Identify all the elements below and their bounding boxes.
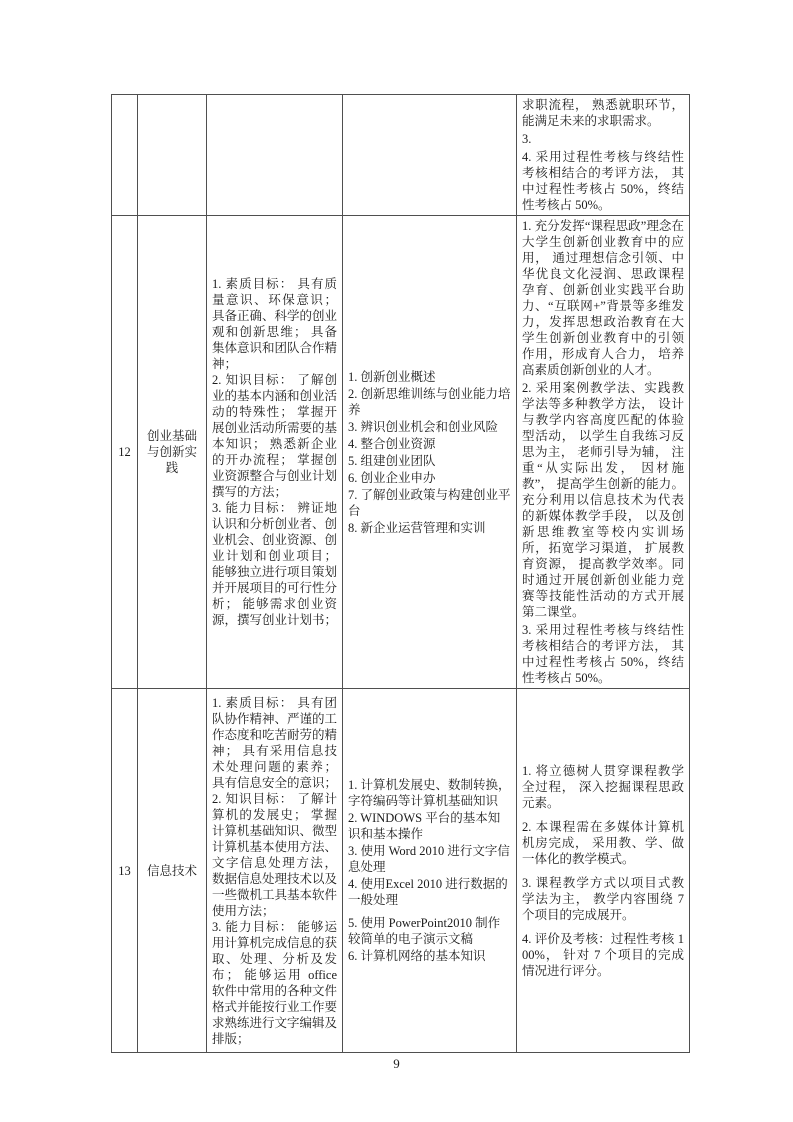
content-cell [343, 689, 517, 1053]
methods-cell [517, 689, 690, 1053]
methods-paragraph: 3. [522, 132, 532, 146]
content-cell [343, 95, 517, 216]
methods-paragraph: 3. 采用过程性考核与终结性考核相结合的考评方法， 其中过程性考核占 50%，终结性考核占 50%。 [522, 623, 684, 685]
methods-paragraph: 1. 将立德树人贯穿课程教学全过程， 深入挖掘课程思政元素。 [522, 763, 684, 810]
content-item: 2. WINDOWS 平台的基本知识和基本操作 [348, 811, 501, 841]
objectives-cell [207, 216, 343, 689]
methods-paragraph: 4. 采用过程性考核与终结性考核相结合的考评方法， 其中过程性考核占 50%，终结性考核占 50%。 [522, 150, 684, 212]
course-name-cell [138, 95, 207, 216]
objective-paragraph: 2. 知识目标： 了解计算机的发展史； 掌握计算机基础知识、微型计算机基本使用方法、文字信息处理方法， 数据信息处理技术以及一些微机工具基本软件使用方法； [212, 791, 338, 918]
content-item: 7. 了解创业政策与构建创业平台 [348, 487, 511, 518]
objective-paragraph: 3. 能力目标： 能够运用计算机完成信息的获取、处理、分析及发布； 能够运用 office 软件中常用的各种文件格式并能按行业工作要求熟练进行文字编辑及排版； [212, 919, 338, 1046]
content-item: 3. 使用 Word 2010 进行文字信息处理 [348, 844, 510, 874]
content-item: 5. 组建创业团队 [348, 453, 436, 468]
methods-cell [517, 95, 690, 216]
table-row-13 [112, 689, 690, 1053]
objectives-cell [207, 95, 343, 216]
course-name-cell: 创业基础与创新实践 [138, 216, 207, 689]
content-item: 4. 整合创业资源 [348, 436, 436, 451]
methods-paragraph: 1. 充分发挥“课程思政”理念在大学生创新创业教育中的应用， 通过理想信念引领、中华优良文化浸润、思政课程孕育、创新创业实践平台助力、“互联网+”背景等多维发力，发挥思想政治教育在大学生创新创业教育中的引领作用，形成育人合力， 培养高素质创新创业的人才。 [522, 219, 684, 377]
objective-paragraph: 1. 素质目标： 具有质量意识、环保意识； 具备正确、科学的创业观和创新思维； 具备集体意识和团队合作精神； [212, 277, 338, 371]
content-item: 2. 创新思维训练与创业能力培养 [348, 386, 511, 417]
content-item: 1. 计算机发展史、数制转换，字符编码等计算机基础知识 [348, 778, 511, 808]
methods-paragraph: 2. 本课程需在多媒体计算机机房完成， 采用教、学、做一体化的教学模式。 [522, 819, 684, 866]
methods-paragraph: 2. 采用案例教学法、实践教学法等多种教学方法， 设计与教学内容高度匹配的体验型活动， 以学生自我练习反思为主， 老师引导为辅， 注重“从实际出发， 因材施教”， 提高学生创新的能力。充分利用以信息技术为代表的新媒体教学手段， 以及创新思维教室等校内实训场所，拓宽学习渠道， 扩展教育资源， 提高教学效率。同时通过开展创新创业能力竞赛等技能性活动的方式开展第二课堂。 [522, 381, 684, 619]
objective-paragraph: 1. 素质目标： 具有团队协作精神、严谨的工作态度和吃苦耐劳的精神； 具有采用信息技术处理问题的素养； 具有信息安全的意识； [212, 695, 338, 790]
objective-paragraph: 2. 知识目标： 了解创业的基本内涵和创业活动的特殊性； 掌握开展创业活动所需要的基本知识； 熟悉新企业的开办流程； 掌握创业资源整合与创业计划撰写的方法； [212, 373, 338, 499]
methods-paragraph: 4. 评价及考核：过程性考核 100%， 针对 7 个项目的完成情况进行评分。 [522, 931, 684, 978]
objectives-cell [207, 689, 343, 1053]
content-item: 3. 辨识创业机会和创业风险 [348, 419, 499, 434]
page-number: 9 [393, 1056, 400, 1071]
content-item: 8. 新企业运营管理和实训 [348, 520, 486, 535]
content-item: 1. 创新创业概述 [348, 369, 436, 384]
methods-cell [517, 216, 690, 689]
content-cell [343, 216, 517, 689]
table-row-12 [112, 216, 690, 689]
content-item: 6. 创业企业申办 [348, 470, 436, 485]
content-item: 6. 计算机网络的基本知识 [348, 949, 486, 963]
methods-paragraph: 3. 课程教学方式以项目式教学法为主， 教学内容围绕 7 个项目的完成展开。 [522, 875, 684, 922]
content-item: 5. 使用 PowerPoint2010 制作较简单的电子演示文稿 [348, 916, 501, 946]
row-number-cell: 12 [112, 216, 138, 689]
content-item: 4. 使用Excel 2010 进行数据的一般处理 [348, 877, 508, 907]
objective-paragraph: 3. 能力目标： 辨证地认识和分析创业者、创业机会、创业资源、创业计划和创业项目； 能够独立进行项目策划并开展项目的可行性分析； 能够需求创业资源，撰写创业计划书； [212, 501, 338, 627]
row-number-cell [112, 95, 138, 216]
course-table [111, 94, 690, 1053]
row-number-cell: 13 [112, 689, 138, 1053]
methods-paragraph: 求职流程， 熟悉就职环节， 能满足未来的求职需求。 [522, 98, 684, 128]
table-row-continuation [112, 95, 690, 216]
course-name-cell: 信息技术 [138, 689, 207, 1053]
